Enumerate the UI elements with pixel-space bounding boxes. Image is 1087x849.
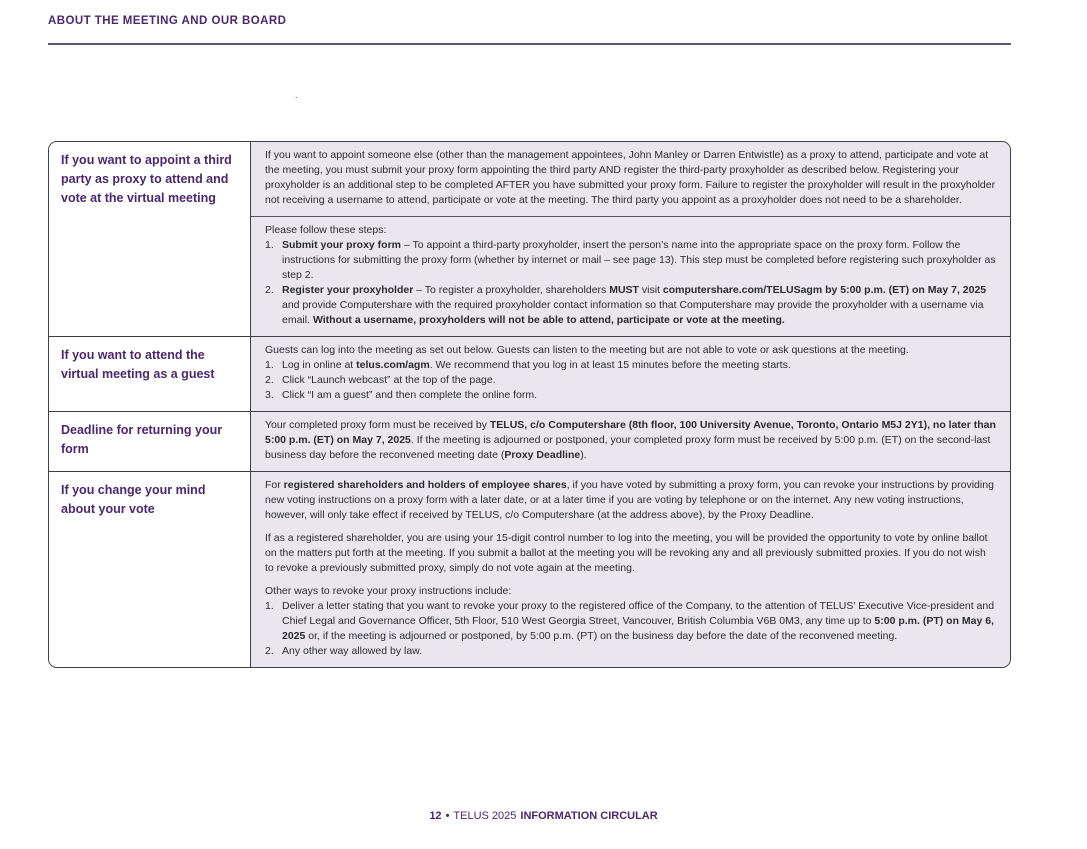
text-run: If you want to appoint someone else (other than the management appointees, John Manley or Darren Entwistle) as a proxy to attend, participate and vote at the meeting, you must submit your proxy form appointing the third party AND register the third-party proxyholder as described below. Registering your proxyholder is an additional step to be completed AFTER you have submitted your proxy form. Failure to register the proxyholder will result in the proxyholder not receiving a username to attend, participate or vote at the meeting. The third party you appoint as a proxyholder does not need to be a shareholder. xyxy=(265,149,996,206)
footer-bullet: • xyxy=(445,810,450,822)
numbered-list xyxy=(265,599,996,659)
text-run: ). xyxy=(580,449,587,461)
text-run: or, if the meeting is adjourned or postponed, by 5:00 p.m. (PT) on the business day before the date of the reconvened meeting. xyxy=(305,630,898,642)
text-run: Click “I am a guest” and then complete the online form. xyxy=(282,389,538,401)
paragraph xyxy=(265,584,996,599)
emphasized-text: Proxy Deadline xyxy=(504,449,581,461)
paragraph xyxy=(265,418,996,463)
footer-title-regular: TELUS 2025 xyxy=(453,810,517,822)
text-run: visit xyxy=(638,284,663,296)
row-header: If you want to appoint a third party as proxy to attend and vote at the virtual meeting xyxy=(49,142,251,336)
numbered-list xyxy=(265,238,996,328)
text-run: Guests can log into the meeting as set out below. Guests can listen to the meeting but are not able to vote or ask questions at the meeting. xyxy=(265,344,909,356)
paragraph xyxy=(265,343,996,358)
text-run: Deliver a letter stating that you want to revoke your proxy to the registered office of the Company, to the attention of TELUS’ Executive Vice-president and Chief Legal and Governance Officer, 5th Floor, 510 West Georgia Street, Vancouver, British Columbia V6B 0M3, any time up to xyxy=(282,600,995,627)
paragraph xyxy=(265,478,996,523)
text-run: – To register a proxyholder, shareholders xyxy=(413,284,610,296)
section-header: ABOUT THE MEETING AND OUR BOARD xyxy=(48,15,287,27)
emphasized-text: telus.com/agm xyxy=(356,359,430,371)
paragraph xyxy=(265,223,996,238)
text-run: Please follow these steps: xyxy=(265,224,387,236)
text-run: Your completed proxy form must be received by xyxy=(265,419,490,431)
list-item-number: 1. xyxy=(265,600,274,612)
text-run: . We recommend that you log in at least 15 minutes before the meeting starts. xyxy=(429,359,791,371)
list-item xyxy=(265,283,996,328)
content-cell xyxy=(251,142,1010,216)
content-cell xyxy=(251,472,1010,667)
list-item-text xyxy=(282,373,996,388)
content-cell xyxy=(251,337,1010,411)
list-item xyxy=(265,238,996,283)
list-item xyxy=(265,358,996,373)
paragraph xyxy=(265,531,996,576)
header-rule xyxy=(48,43,1011,45)
list-item-number: 2. xyxy=(265,374,274,386)
text-run: . If the meeting is adjourned or postponed, your completed proxy form must be received by 5:00 p.m. (ET) on the second-last business day before the reconvened meeting date ( xyxy=(265,434,991,461)
emphasized-text: Without a username, proxyholders will not be able to attend, participate or vote at the meeting. xyxy=(312,314,785,326)
text-run: If as a registered shareholder, you are using your 15-digit control number to log into the meeting, you will be provided the opportunity to vote by online ballot on the matters put forth at the meeting. If you submit a ballot at the meeting you will be revoking any and all previously submitted proxies. If you do not wish to revoke a previously submitted proxy, simply do not vote again at the meeting. xyxy=(265,532,988,574)
stray-mark: . xyxy=(295,90,298,100)
proxy-info-table xyxy=(48,141,1011,668)
row-header: Deadline for returning your form xyxy=(49,411,251,471)
row-content xyxy=(251,142,1010,336)
text-run: , if you have voted by submitting a proxy form, you can revoke your instructions by providing new voting instructions on a proxy form with a later date, or at a later time if you are voting by telephone or on the internet. Any new voting instructions, however, will only take effect if received by TELUS, c/o Computershare (at the address above), by the Proxy Deadline. xyxy=(265,479,994,521)
text-run: Log in online at xyxy=(282,359,357,371)
row-header: If you change your mind about your vote xyxy=(49,471,251,667)
numbered-list xyxy=(265,358,996,403)
emphasized-text: MUST xyxy=(609,284,639,296)
paragraph xyxy=(265,148,996,208)
list-item-number: 1. xyxy=(265,359,274,371)
list-item-text xyxy=(282,599,996,644)
emphasized-text: TELUS, c/o Computershare (8th floor, 100 University Avenue, Toronto, Ontario M5J 2Y1), no later than 5:00 p.m. (ET) on May 7, 2025 xyxy=(265,419,996,446)
list-item xyxy=(265,644,996,659)
text-run: Click “Launch webcast” at the top of the page. xyxy=(282,374,496,386)
emphasized-text: Register your proxyholder xyxy=(282,284,414,296)
text-run: Any other way allowed by law. xyxy=(282,645,423,657)
list-item xyxy=(265,599,996,644)
list-item-text xyxy=(282,644,996,659)
list-item-number: 3. xyxy=(265,389,274,401)
list-item-text xyxy=(282,283,996,328)
list-item xyxy=(265,373,996,388)
content-cell xyxy=(251,412,1010,471)
row-content xyxy=(251,411,1010,471)
footer-page-number: 12 xyxy=(429,810,442,822)
list-item-text xyxy=(282,358,996,373)
row-content xyxy=(251,336,1010,411)
content-cell xyxy=(251,216,1010,336)
text-run: – To appoint a third-party proxyholder, insert the person’s name into the appropriate space on the proxy form. Follow the instructions for submitting the proxy form (whether by internet or mail – see page 13). This step must be completed before registering such proxyholder as step 2. xyxy=(282,239,996,281)
list-item xyxy=(265,388,996,403)
row-content xyxy=(251,471,1010,667)
row-header: If you want to attend the virtual meeting as a guest xyxy=(49,336,251,411)
list-item-number: 2. xyxy=(265,645,274,657)
emphasized-text: computershare.com/TELUSagm by 5:00 p.m. (ET) on May 7, 2025 xyxy=(662,284,987,296)
list-item-text xyxy=(282,388,996,403)
emphasized-text: 5:00 p.m. (PT) on May 6, 2025 xyxy=(282,615,995,642)
text-run: Other ways to revoke your proxy instructions include: xyxy=(265,585,512,597)
emphasized-text: registered shareholders and holders of employee shares xyxy=(283,479,567,491)
footer-title-bold: INFORMATION CIRCULAR xyxy=(520,810,658,822)
text-run: and provide Computershare with the required proxyholder contact information so that Computershare may provide the proxyholder with a username via email. xyxy=(282,299,984,326)
page-footer xyxy=(0,810,1087,822)
emphasized-text: Submit your proxy form xyxy=(282,239,402,251)
list-item-text xyxy=(282,238,996,283)
text-run: For xyxy=(265,479,284,491)
list-item-number: 1. xyxy=(265,239,274,251)
list-item-number: 2. xyxy=(265,284,274,296)
